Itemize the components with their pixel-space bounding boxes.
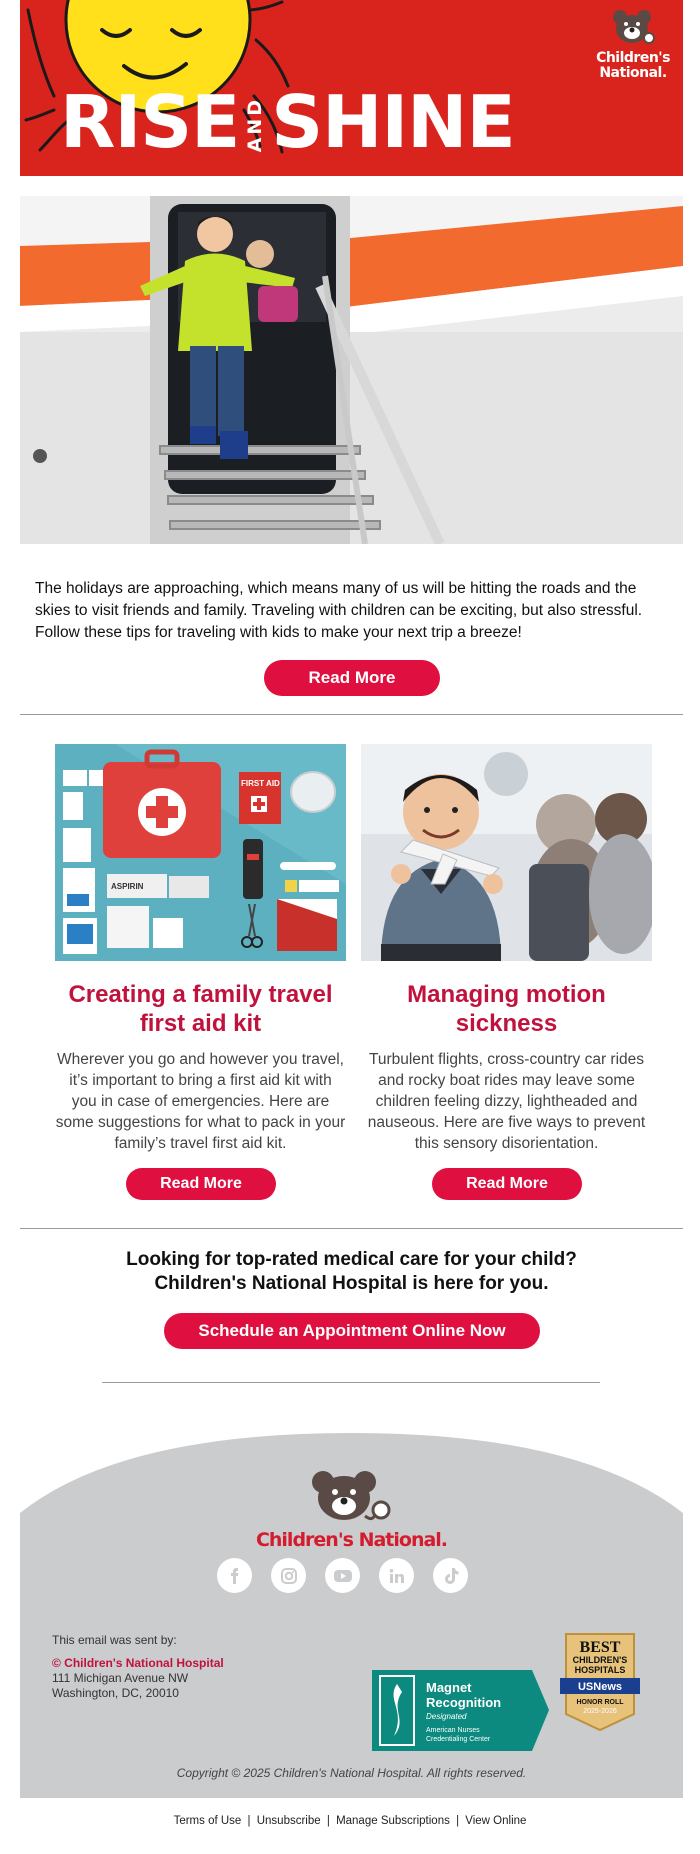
title-and: AND — [244, 96, 267, 152]
divider — [20, 714, 683, 715]
first-aid-kit-photo-icon — [55, 744, 346, 961]
cta-line1: Looking for top-rated medical care for your child? — [126, 1249, 577, 1270]
intro-text: The holidays are approaching, which means many of us will be hitting the roads and the skies to visit friends and family. Traveling with children can be exciting, but also stressful. Follow these tips for traveling with kids to make your next trip a breeze! — [35, 580, 643, 641]
cta-line2: Children's National Hospital is here for you. — [154, 1273, 549, 1294]
motion-sickness-image[interactable] — [361, 744, 652, 961]
magnet-recognition-badge — [372, 1670, 549, 1751]
magnet-title2: Recognition — [426, 1695, 502, 1710]
article-text-first-aid: Wherever you go and however you travel, it’s important to bring a first aid kit with you in case of emergencies. Here are some suggestions for what to pack in your family’s travel first aid kit. — [55, 1051, 346, 1152]
article-title-motion-sickness[interactable]: Managing motion sickness — [407, 981, 606, 1037]
airplane-photo-icon — [20, 196, 683, 544]
copyright-text: Copyright © 2025 Children's National Hospital. All rights reserved. — [176, 1766, 527, 1780]
manage-subscriptions-link[interactable]: Manage Subscriptions — [336, 1815, 450, 1827]
footer-brand-logo[interactable] — [20, 1468, 683, 1551]
link-separator: | — [456, 1815, 460, 1827]
magnet-org1: American Nurses — [426, 1727, 480, 1734]
aspirin-label: ASPIRIN — [111, 882, 144, 891]
link-separator: | — [247, 1815, 251, 1827]
first-aid-kit-image[interactable] — [55, 744, 346, 961]
header-brand-logo[interactable] — [593, 8, 673, 81]
best-years: 2025-2026 — [583, 1708, 617, 1715]
unsubscribe-link[interactable]: Unsubscribe — [256, 1815, 321, 1827]
header-brand-line1: Children's — [596, 50, 670, 66]
divider — [102, 1382, 600, 1383]
header-banner — [20, 0, 683, 176]
read-more-button-motion-sickness[interactable]: Read More — [432, 1168, 582, 1200]
facebook-icon[interactable] — [217, 1558, 252, 1593]
divider — [20, 1228, 683, 1229]
read-more-button-first-aid[interactable]: Read More — [126, 1168, 276, 1200]
best-line3: HOSPITALS — [574, 1665, 626, 1675]
link-separator: | — [326, 1815, 330, 1827]
bear-stethoscope-icon — [309, 1468, 395, 1524]
instagram-icon[interactable] — [271, 1558, 306, 1593]
magnet-title1: Magnet — [426, 1680, 472, 1695]
view-online-link[interactable]: View Online — [465, 1815, 527, 1827]
best-line1: BEST — [579, 1639, 621, 1656]
footer — [20, 1413, 683, 1798]
sent-by-label: This email was sent by: — [52, 1633, 177, 1647]
sender-org: © Children's National Hospital — [52, 1656, 224, 1670]
sender-info — [52, 1633, 224, 1701]
youtube-icon[interactable] — [325, 1558, 360, 1593]
sender-address1: 111 Michigan Avenue NW — [52, 1671, 189, 1685]
best-usnews: USNews — [577, 1681, 623, 1693]
read-more-button-intro[interactable]: Read More — [264, 660, 440, 696]
best-line2: CHILDREN'S — [572, 1655, 628, 1665]
title-rise: RISE — [60, 80, 240, 164]
tiktok-icon[interactable] — [433, 1558, 468, 1593]
rise-and-shine-title — [60, 82, 515, 162]
title-shine: SHINE — [271, 80, 515, 164]
best-honor: HONOR ROLL — [576, 1699, 624, 1706]
cta-text — [20, 1248, 683, 1296]
magnet-designated: Designated — [426, 1712, 467, 1721]
header-brand-line2: National. — [599, 65, 667, 81]
article-text-motion-sickness: Turbulent flights, cross-country car rides and rocky boat rides may leave some children feeling dizzy, lightheaded and nauseous. Here are five ways to prevent this sensory disorientation. — [367, 1051, 646, 1152]
social-links — [217, 1558, 468, 1593]
best-childrens-hospitals-badge — [560, 1632, 640, 1732]
linkedin-icon[interactable] — [379, 1558, 414, 1593]
article-title-first-aid[interactable]: Creating a family travel first aid kit — [68, 981, 333, 1037]
boy-airport-photo-icon — [361, 744, 652, 961]
footer-links — [0, 1815, 700, 1827]
sender-address2: Washington, DC, 20010 — [52, 1686, 179, 1700]
footer-brand-text: Children's National. — [255, 1529, 448, 1551]
schedule-appointment-button[interactable]: Schedule an Appointment Online Now — [164, 1313, 540, 1349]
bear-logo-icon — [611, 8, 655, 46]
first-aid-label: FIRST AID — [241, 779, 280, 788]
hero-image-airplane-child[interactable] — [20, 196, 683, 544]
terms-link[interactable]: Terms of Use — [173, 1815, 242, 1827]
magnet-org2: Credentialing Center — [426, 1736, 491, 1743]
